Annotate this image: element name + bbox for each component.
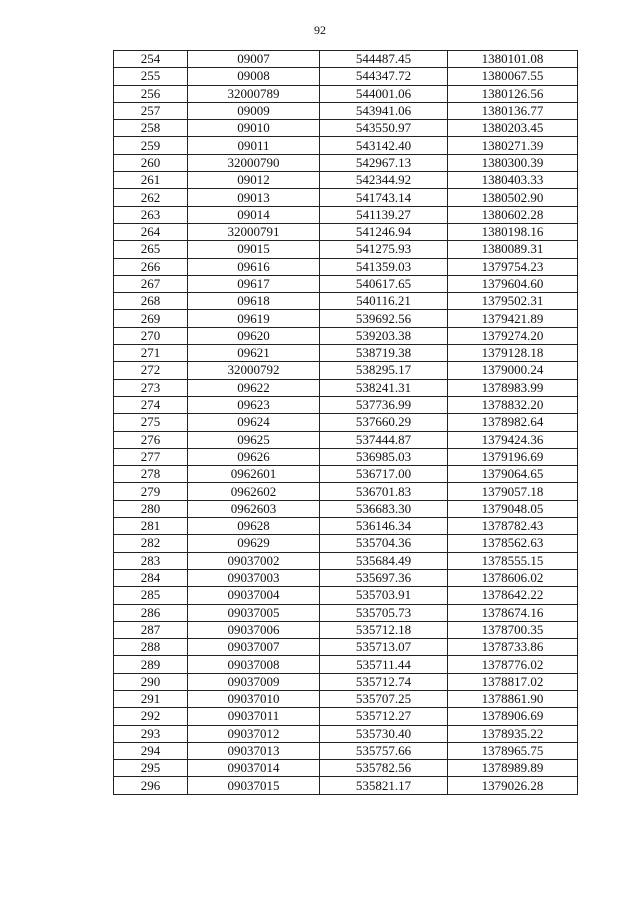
- x-coordinate-cell: 544001.06: [320, 85, 448, 102]
- y-coordinate-cell: 1378555.15: [448, 552, 578, 569]
- point-id-cell: 09617: [188, 275, 320, 292]
- y-coordinate-cell: 1378782.43: [448, 518, 578, 535]
- y-coordinate-cell: 1378817.02: [448, 673, 578, 690]
- row-number-cell: 288: [114, 639, 188, 656]
- x-coordinate-cell: 542967.13: [320, 154, 448, 171]
- y-coordinate-cell: 1380198.16: [448, 223, 578, 240]
- point-id-cell: 09015: [188, 241, 320, 258]
- x-coordinate-cell: 535704.36: [320, 535, 448, 552]
- row-number-cell: 293: [114, 725, 188, 742]
- row-number-cell: 282: [114, 535, 188, 552]
- table-row: [114, 725, 578, 742]
- x-coordinate-cell: 540116.21: [320, 293, 448, 310]
- row-number-cell: 284: [114, 569, 188, 586]
- row-number-cell: 260: [114, 154, 188, 171]
- table-row: [114, 639, 578, 656]
- point-id-cell: 09616: [188, 258, 320, 275]
- y-coordinate-cell: 1380502.90: [448, 189, 578, 206]
- point-id-cell: 09037015: [188, 777, 320, 794]
- y-coordinate-cell: 1379026.28: [448, 777, 578, 794]
- point-id-cell: 09037011: [188, 708, 320, 725]
- x-coordinate-cell: 535711.44: [320, 656, 448, 673]
- row-number-cell: 273: [114, 379, 188, 396]
- x-coordinate-cell: 541743.14: [320, 189, 448, 206]
- table-row: [114, 102, 578, 119]
- point-id-cell: 09010: [188, 120, 320, 137]
- x-coordinate-cell: 538719.38: [320, 345, 448, 362]
- table-row: [114, 621, 578, 638]
- point-id-cell: 09626: [188, 448, 320, 465]
- y-coordinate-cell: 1380067.55: [448, 68, 578, 85]
- row-number-cell: 271: [114, 345, 188, 362]
- point-id-cell: 0962602: [188, 483, 320, 500]
- table-row: [114, 293, 578, 310]
- table-row: [114, 466, 578, 483]
- y-coordinate-cell: 1380126.56: [448, 85, 578, 102]
- row-number-cell: 296: [114, 777, 188, 794]
- row-number-cell: 270: [114, 327, 188, 344]
- row-number-cell: 285: [114, 587, 188, 604]
- table-row: [114, 535, 578, 552]
- y-coordinate-cell: 1378776.02: [448, 656, 578, 673]
- point-id-cell: 09624: [188, 414, 320, 431]
- y-coordinate-cell: 1378935.22: [448, 725, 578, 742]
- table-row: [114, 241, 578, 258]
- row-number-cell: 283: [114, 552, 188, 569]
- row-number-cell: 281: [114, 518, 188, 535]
- x-coordinate-cell: 538295.17: [320, 362, 448, 379]
- y-coordinate-cell: 1379424.36: [448, 431, 578, 448]
- x-coordinate-cell: 537444.87: [320, 431, 448, 448]
- x-coordinate-cell: 535730.40: [320, 725, 448, 742]
- row-number-cell: 264: [114, 223, 188, 240]
- table-row: [114, 708, 578, 725]
- table-row: [114, 396, 578, 413]
- point-id-cell: 32000791: [188, 223, 320, 240]
- point-id-cell: 09618: [188, 293, 320, 310]
- row-number-cell: 263: [114, 206, 188, 223]
- row-number-cell: 254: [114, 51, 188, 68]
- row-number-cell: 258: [114, 120, 188, 137]
- y-coordinate-cell: 1379048.05: [448, 500, 578, 517]
- x-coordinate-cell: 537660.29: [320, 414, 448, 431]
- point-id-cell: 09623: [188, 396, 320, 413]
- table-row: [114, 518, 578, 535]
- point-id-cell: 09037002: [188, 552, 320, 569]
- y-coordinate-cell: 1378700.35: [448, 621, 578, 638]
- y-coordinate-cell: 1380136.77: [448, 102, 578, 119]
- table-row: [114, 379, 578, 396]
- y-coordinate-cell: 1379000.24: [448, 362, 578, 379]
- table-row: [114, 569, 578, 586]
- table-row: [114, 362, 578, 379]
- row-number-cell: 280: [114, 500, 188, 517]
- y-coordinate-cell: 1380101.08: [448, 51, 578, 68]
- point-id-cell: 09037012: [188, 725, 320, 742]
- y-coordinate-cell: 1380300.39: [448, 154, 578, 171]
- table-row: [114, 275, 578, 292]
- point-id-cell: 09037007: [188, 639, 320, 656]
- point-id-cell: 09007: [188, 51, 320, 68]
- x-coordinate-cell: 536717.00: [320, 466, 448, 483]
- x-coordinate-cell: 535712.74: [320, 673, 448, 690]
- x-coordinate-cell: 535707.25: [320, 690, 448, 707]
- table-row: [114, 760, 578, 777]
- row-number-cell: 268: [114, 293, 188, 310]
- point-id-cell: 09037005: [188, 604, 320, 621]
- table-row: [114, 154, 578, 171]
- x-coordinate-cell: 535712.18: [320, 621, 448, 638]
- table-row: [114, 500, 578, 517]
- point-id-cell: 09014: [188, 206, 320, 223]
- row-number-cell: 259: [114, 137, 188, 154]
- y-coordinate-cell: 1378965.75: [448, 742, 578, 759]
- table-row: [114, 172, 578, 189]
- row-number-cell: 266: [114, 258, 188, 275]
- row-number-cell: 287: [114, 621, 188, 638]
- x-coordinate-cell: 536146.34: [320, 518, 448, 535]
- coordinates-table-body: [114, 51, 578, 795]
- row-number-cell: 265: [114, 241, 188, 258]
- y-coordinate-cell: 1379754.23: [448, 258, 578, 275]
- point-id-cell: 09011: [188, 137, 320, 154]
- x-coordinate-cell: 544487.45: [320, 51, 448, 68]
- row-number-cell: 269: [114, 310, 188, 327]
- y-coordinate-cell: 1379064.65: [448, 466, 578, 483]
- row-number-cell: 256: [114, 85, 188, 102]
- row-number-cell: 276: [114, 431, 188, 448]
- table-row: [114, 604, 578, 621]
- y-coordinate-cell: 1378861.90: [448, 690, 578, 707]
- table-row: [114, 673, 578, 690]
- y-coordinate-cell: 1378642.22: [448, 587, 578, 604]
- table-row: [114, 68, 578, 85]
- row-number-cell: 295: [114, 760, 188, 777]
- point-id-cell: 32000792: [188, 362, 320, 379]
- table-row: [114, 742, 578, 759]
- x-coordinate-cell: 541139.27: [320, 206, 448, 223]
- x-coordinate-cell: 541246.94: [320, 223, 448, 240]
- y-coordinate-cell: 1380602.28: [448, 206, 578, 223]
- y-coordinate-cell: 1378906.69: [448, 708, 578, 725]
- table-row: [114, 656, 578, 673]
- table-row: [114, 206, 578, 223]
- y-coordinate-cell: 1379128.18: [448, 345, 578, 362]
- table-row: [114, 258, 578, 275]
- point-id-cell: 09629: [188, 535, 320, 552]
- table-row: [114, 327, 578, 344]
- x-coordinate-cell: 535782.56: [320, 760, 448, 777]
- x-coordinate-cell: 535712.27: [320, 708, 448, 725]
- table-row: [114, 431, 578, 448]
- x-coordinate-cell: 536701.83: [320, 483, 448, 500]
- y-coordinate-cell: 1380203.45: [448, 120, 578, 137]
- row-number-cell: 286: [114, 604, 188, 621]
- table-row: [114, 690, 578, 707]
- point-id-cell: 09037008: [188, 656, 320, 673]
- x-coordinate-cell: 535705.73: [320, 604, 448, 621]
- point-id-cell: 09622: [188, 379, 320, 396]
- y-coordinate-cell: 1378674.16: [448, 604, 578, 621]
- row-number-cell: 292: [114, 708, 188, 725]
- point-id-cell: 09625: [188, 431, 320, 448]
- row-number-cell: 278: [114, 466, 188, 483]
- table-row: [114, 85, 578, 102]
- row-number-cell: 262: [114, 189, 188, 206]
- x-coordinate-cell: 535821.17: [320, 777, 448, 794]
- table-row: [114, 120, 578, 137]
- x-coordinate-cell: 541359.03: [320, 258, 448, 275]
- row-number-cell: 267: [114, 275, 188, 292]
- point-id-cell: 09619: [188, 310, 320, 327]
- point-id-cell: 09620: [188, 327, 320, 344]
- point-id-cell: 09037009: [188, 673, 320, 690]
- y-coordinate-cell: 1378989.89: [448, 760, 578, 777]
- x-coordinate-cell: 537736.99: [320, 396, 448, 413]
- point-id-cell: 09037014: [188, 760, 320, 777]
- table-row: [114, 345, 578, 362]
- x-coordinate-cell: 539692.56: [320, 310, 448, 327]
- point-id-cell: 0962603: [188, 500, 320, 517]
- point-id-cell: 09628: [188, 518, 320, 535]
- x-coordinate-cell: 542344.92: [320, 172, 448, 189]
- x-coordinate-cell: 535684.49: [320, 552, 448, 569]
- row-number-cell: 261: [114, 172, 188, 189]
- table-row: [114, 223, 578, 240]
- row-number-cell: 274: [114, 396, 188, 413]
- point-id-cell: 09621: [188, 345, 320, 362]
- y-coordinate-cell: 1378606.02: [448, 569, 578, 586]
- x-coordinate-cell: 536985.03: [320, 448, 448, 465]
- row-number-cell: 257: [114, 102, 188, 119]
- y-coordinate-cell: 1378982.64: [448, 414, 578, 431]
- row-number-cell: 277: [114, 448, 188, 465]
- row-number-cell: 294: [114, 742, 188, 759]
- table-row: [114, 552, 578, 569]
- y-coordinate-cell: 1378562.63: [448, 535, 578, 552]
- y-coordinate-cell: 1380089.31: [448, 241, 578, 258]
- point-id-cell: 32000790: [188, 154, 320, 171]
- point-id-cell: 09037004: [188, 587, 320, 604]
- x-coordinate-cell: 543550.97: [320, 120, 448, 137]
- x-coordinate-cell: 543941.06: [320, 102, 448, 119]
- x-coordinate-cell: 541275.93: [320, 241, 448, 258]
- point-id-cell: 09037010: [188, 690, 320, 707]
- row-number-cell: 279: [114, 483, 188, 500]
- point-id-cell: 09013: [188, 189, 320, 206]
- row-number-cell: 275: [114, 414, 188, 431]
- row-number-cell: 290: [114, 673, 188, 690]
- y-coordinate-cell: 1378733.86: [448, 639, 578, 656]
- y-coordinate-cell: 1379502.31: [448, 293, 578, 310]
- row-number-cell: 291: [114, 690, 188, 707]
- y-coordinate-cell: 1379057.18: [448, 483, 578, 500]
- point-id-cell: 09009: [188, 102, 320, 119]
- point-id-cell: 09037006: [188, 621, 320, 638]
- table-row: [114, 51, 578, 68]
- point-id-cell: 09012: [188, 172, 320, 189]
- y-coordinate-cell: 1379274.20: [448, 327, 578, 344]
- table-row: [114, 310, 578, 327]
- row-number-cell: 255: [114, 68, 188, 85]
- y-coordinate-cell: 1379196.69: [448, 448, 578, 465]
- x-coordinate-cell: 535703.91: [320, 587, 448, 604]
- row-number-cell: 272: [114, 362, 188, 379]
- y-coordinate-cell: 1378983.99: [448, 379, 578, 396]
- page-number: 92: [314, 23, 326, 37]
- x-coordinate-cell: 536683.30: [320, 500, 448, 517]
- table-row: [114, 414, 578, 431]
- x-coordinate-cell: 539203.38: [320, 327, 448, 344]
- y-coordinate-cell: 1379421.89: [448, 310, 578, 327]
- point-id-cell: 32000789: [188, 85, 320, 102]
- y-coordinate-cell: 1380271.39: [448, 137, 578, 154]
- table-row: [114, 587, 578, 604]
- y-coordinate-cell: 1378832.20: [448, 396, 578, 413]
- point-id-cell: 0962601: [188, 466, 320, 483]
- x-coordinate-cell: 543142.40: [320, 137, 448, 154]
- y-coordinate-cell: 1380403.33: [448, 172, 578, 189]
- row-number-cell: 289: [114, 656, 188, 673]
- x-coordinate-cell: 535697.36: [320, 569, 448, 586]
- table-row: [114, 448, 578, 465]
- x-coordinate-cell: 535757.66: [320, 742, 448, 759]
- table-row: [114, 137, 578, 154]
- table-row: [114, 189, 578, 206]
- coordinates-table: [113, 50, 578, 795]
- point-id-cell: 09037003: [188, 569, 320, 586]
- point-id-cell: 09037013: [188, 742, 320, 759]
- table-row: [114, 483, 578, 500]
- x-coordinate-cell: 540617.65: [320, 275, 448, 292]
- x-coordinate-cell: 544347.72: [320, 68, 448, 85]
- x-coordinate-cell: 538241.31: [320, 379, 448, 396]
- table-row: [114, 777, 578, 794]
- x-coordinate-cell: 535713.07: [320, 639, 448, 656]
- point-id-cell: 09008: [188, 68, 320, 85]
- y-coordinate-cell: 1379604.60: [448, 275, 578, 292]
